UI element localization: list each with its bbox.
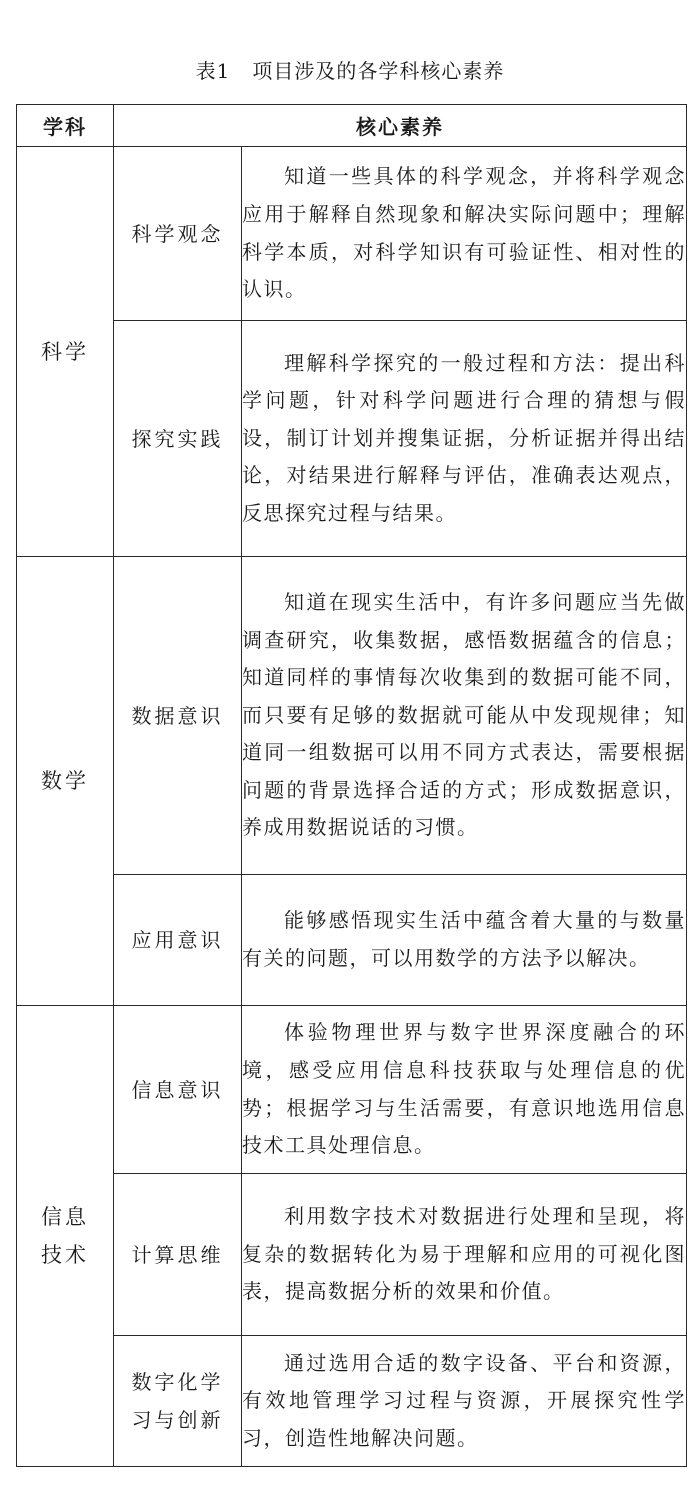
subject-it-line1: 信息 xyxy=(41,1205,89,1229)
competency-scientific-concept: 科学观念 xyxy=(114,147,242,321)
table-caption xyxy=(0,58,700,84)
table-row xyxy=(17,1336,687,1467)
table-title: 项目涉及的各学科核心素养 xyxy=(252,59,505,83)
table-row xyxy=(17,147,687,321)
competency-data-awareness: 数据意识 xyxy=(114,557,242,875)
description-inquiry-practice: 理解科学探究的一般过程和方法：提出科学问题，针对科学问题进行合理的猜想与假设，制订计划并搜集证据，分析证据并得出结论，对结果进行解释与评估，准确表达观点，反思探究过程与结果。 xyxy=(242,321,687,557)
table-row xyxy=(17,321,687,557)
table-number: 表1 xyxy=(195,59,231,83)
header-core: 核心素养 xyxy=(114,105,687,147)
competency-application-awareness: 应用意识 xyxy=(114,875,242,1006)
subject-science: 科学 xyxy=(17,147,114,557)
subject-information-technology xyxy=(17,1006,114,1467)
description-application-awareness: 能够感悟现实生活中蕴含着大量的与数量有关的问题，可以用数学的方法予以解决。 xyxy=(242,875,687,1006)
description-information-awareness: 体验物理世界与数字世界深度融合的环境，感受应用信息科技获取与处理信息的优势；根据学习与生活需要，有意识地选用信息技术工具处理信息。 xyxy=(242,1006,687,1174)
table-row xyxy=(17,557,687,875)
competency-digital-learning xyxy=(114,1336,242,1467)
table-row xyxy=(17,1006,687,1174)
header-subject: 学科 xyxy=(17,105,114,147)
description-scientific-concept: 知道一些具体的科学观念，并将科学观念应用于解释自然现象和解决实际问题中；理解科学本质，对科学知识有可验证性、相对性的认识。 xyxy=(242,147,687,321)
header-row xyxy=(17,105,687,147)
competency-digital-line2: 习与创新 xyxy=(131,1408,224,1432)
competency-digital-line1: 数字化学 xyxy=(131,1370,224,1394)
competency-inquiry-practice: 探究实践 xyxy=(114,321,242,557)
competency-information-awareness: 信息意识 xyxy=(114,1006,242,1174)
core-competency-table xyxy=(16,104,687,1467)
subject-math: 数学 xyxy=(17,557,114,1006)
description-data-awareness: 知道在现实生活中，有许多问题应当先做调查研究，收集数据，感悟数据蕴含的信息；知道同样的事情每次收集到的数据可能不同，而只要有足够的数据就可能从中发现规律；知道同一组数据可以用不同方式表达，需要根据问题的背景选择合适的方式；形成数据意识，养成用数据说话的习惯。 xyxy=(242,557,687,875)
table-row xyxy=(17,1174,687,1336)
competency-computational-thinking: 计算思维 xyxy=(114,1174,242,1336)
description-digital-learning: 通过选用合适的数字设备、平台和资源，有效地管理学习过程与资源，开展探究性学习，创造性地解决问题。 xyxy=(242,1336,687,1467)
table-row xyxy=(17,875,687,1006)
subject-it-line2: 技术 xyxy=(41,1243,89,1267)
description-computational-thinking: 利用数字技术对数据进行处理和呈现，将复杂的数据转化为易于理解和应用的可视化图表，提高数据分析的效果和价值。 xyxy=(242,1174,687,1336)
